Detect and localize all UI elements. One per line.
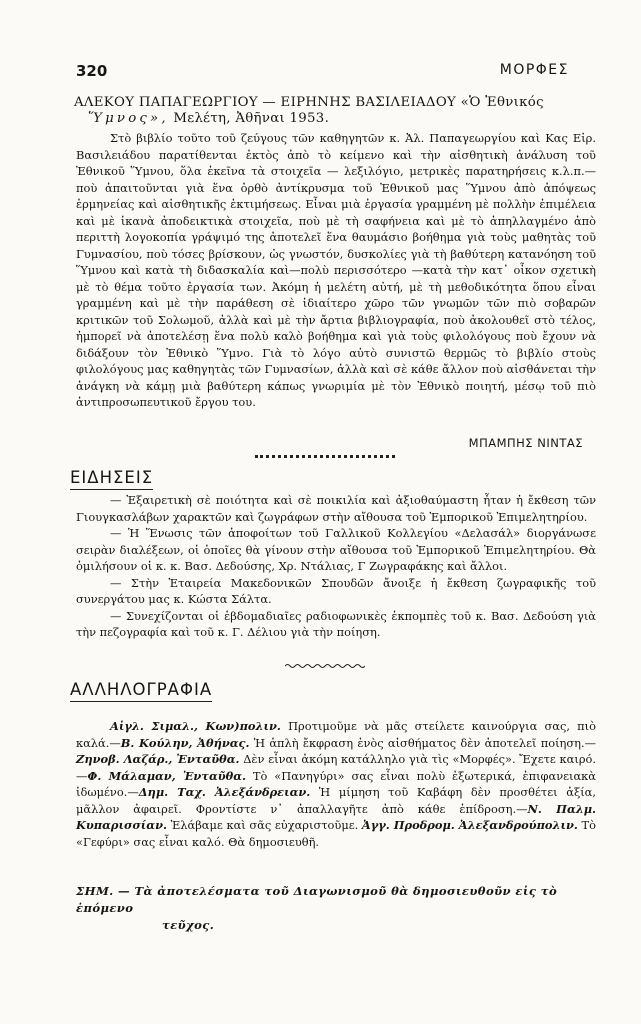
review-heading — [74, 95, 599, 127]
reply-text: Ἐλάβαμε καὶ σᾶς εὐχαριστοῦμε. — [166, 818, 362, 832]
reply-text: Ἡ ἁπλὴ ἔκφραση ἑνὸς αἰσθήματος δὲν ἀποτελεῖ ποίηση.— — [249, 735, 596, 750]
review-title-continuation — [74, 111, 599, 127]
recipient-name: Β. Κούλην, Ἀθήνας. — [120, 735, 250, 750]
news-section-title: ΕΙΔΗΣΕΙΣ — [70, 468, 153, 490]
note-line-2: τεῦχος. — [162, 918, 215, 932]
review-title-main: ΑΛΕΚΟΥ ΠΑΠΑΓΕΩΡΓΙΟΥ — ΕΙΡΗΝΗΣ ΒΑΣΙΛΕΙΑΔΟΥ «Ὁ Ἐθνικός — [74, 95, 544, 110]
page-number: 320 — [76, 62, 108, 80]
news-item: — Ἐξαιρετικὴ σὲ ποιότητα καὶ σὲ ποικιλία καὶ ἀξιοθαύμαστη ἦταν ἡ ἔκθεση τῶν Γιουγκασλάβων χαρακτῶν καὶ ζωγράφων στὴν αἴθουσα τοῦ Ἐμπορικοῦ Ἐπιμελητηρίου. — [76, 493, 596, 524]
correspondence-paragraph — [76, 718, 596, 850]
reply-text: Τὸ «Πανηγύρι» σας εἶναι πολὺ ἐξωτερικά, ἐπιφανειακὰ ἰδωμένο.— — [76, 768, 596, 799]
news-list — [76, 492, 596, 641]
page-header — [76, 62, 569, 82]
dotted-separator — [255, 455, 395, 458]
recipient-name: Αἰγλ. Σιμαλ., Κων)πολιν. — [110, 719, 281, 733]
reply-text: Προτιμοῦμε νὰ μᾶς στείλετε καινούργια σας, πιὸ καλά.— — [76, 719, 596, 750]
review-title-details: Μελέτη, Ἀθῆναι 1953. — [168, 111, 330, 126]
review-signature: ΜΠΑΜΠΗΣ ΝΙΝΤΑΣ — [468, 436, 583, 450]
recipient-name: Φ. Μάλαμαν, Ἐνταῦθα. — [87, 768, 246, 783]
note-line-1: ΣΗΜ. — Τὰ ἀποτελέσματα τοῦ Διαγωνισμοῦ θὰ δημοσιευθοῦν εἰς τὸ ἑπόμενο — [76, 884, 558, 915]
correspondence-section-title: ΑΛΛΗΛΟΓΡΑΦΙΑ — [70, 680, 212, 702]
review-paragraph: Στὸ βιβλίο τοῦτο τοῦ ζεύγους τῶν καθηγητῶν κ. Ἀλ. Παπαγεωργίου καὶ Κας Εἰρ. Βασιλειάδου παρατίθενται ἐκτὸς ἀπὸ τὸ κείμενο καὶ τὴν αἰσθητικὴ ἀνάλυση τοῦ Ἐθνικοῦ Ὕμνου, ὅλα ἐκεῖνα τὰ στοιχεῖα — λεξιλόγιο, μετρικὲς παρατηρήσεις κ.λ.π.— ποὺ ἀπαιτοῦνται γιὰ ἕνα ὀρθὸ ἀντίκρυσμα τοῦ Ἐθνικοῦ μας Ὕμνου ἀπὸ ἀπόψεως ἑρμηνείας καὶ αἰσθητικῆς ἐκτιμήσεως. Εἶναι μιὰ ἐργασία γραμμένη μὲ πολλὴν ἐπιμέλεια καὶ μὲ ἱκανὰ ἀποδεικτικὰ στοιχεῖα, ποὺ μὲ τὴ σαφήνεια καὶ μὲ τὸ ἀπηλλαγμένο ἀπὸ περιττὴ λογοκοπία γράψιμό της ἀποτελεῖ ἕνα θαυμάσιο βοήθημα γιὰ τοὺς μαθητὰς τοῦ Γυμνασίου, ποὺ τόσες βρίσκουν, ὡς γνωστόν, δυσκολίες γιὰ τὴ βαθύτερη κατανόηση τοῦ Ὕμνου καὶ κατὰ τὴ διδασκαλία καὶ—πολὺ περισσότερο —κατὰ τὴν κατ᾿ οἶκον σχετικὴ μὲ τὸ θέμα τοῦτο ἐργασία των. Ἀκόμη ἡ μελέτη αὐτή, μὲ τὴ μεθοδικότητα ὅπου εἶναι γραμμένη καὶ μὲ τὴν παράθεση σὲ ἰδιαίτερο χῶρο τῶν γνωμῶν τῶν πιὸ σοβαρῶν κριτικῶν τοῦ Σολωμοῦ, ἀλλὰ καὶ μὲ τὴν ἄρτια βιβλιογραφία, ποὺ ἀκολουθεῖ στὸ τέλος, ἠμπορεῖ νὰ ἀποτελέσῃ ἕνα πολὺ καλὸ βοήθημα καὶ γιὰ τοὺς φιλολόγους ποὺ ἔχουν νὰ διδάξουν τὸν Ἐθνικὸ Ὕμνο. Γιὰ τὸ λόγο αὐτὸ συνιστῶ θερμῶς τὸ βιβλίο στοὺς φιλολόγους μας καθηγητὰς τῶν Γυμνασίων, ἀλλὰ καὶ σὲ κάθε ἄλλον ποὺ αἰσθάνεται τὴν ἀνάγκη νὰ κάμῃ μιὰ βαθύτερη κάπως γνωριμία μὲ τὸν Ἐθνικὸ ποιητή, μέσῳ τοῦ πιὸ ἀντιπροσωπευτικοῦ ἔργου του. — [76, 131, 596, 409]
magazine-name: ΜΟΡΦΕΣ — [499, 62, 569, 78]
correspondence-text — [76, 718, 596, 850]
wavy-divider — [285, 662, 365, 670]
news-item: — Ἡ Ἕνωσις τῶν ἀποφοίτων τοῦ Γαλλικοῦ Κολλεγίου «Δελασάλ» διοργάνωσε σειρὰν διαλέξεων, οἱ ὁποῖες θὰ γίνουν στὴν αἴθουσα τοῦ Ἐμπορικοῦ Ἐπιμελητηρίου. Θὰ ὁμιλήσουν οἱ κ. κ. Βασ. Δεδούσης, Χρ. Ντάλιας, Γ Ζωγραφάκης καὶ ἄλλοι. — [76, 526, 596, 573]
reply-text: Ἡ μίμηση τοῦ Καβάφη δὲν προσθέτει ἀξία, μᾶλλον ἀφαιρεῖ. Φροντίστε ν᾿ ἀπαλλαγῆτε ἀπὸ κάθε ἐπίδροση.— — [76, 785, 596, 816]
editorial-note — [76, 883, 594, 934]
reply-text: Τὸ «Γεφύρι» σας εἶναι καλό. Θὰ δημοσιευθῆ. — [76, 818, 596, 849]
recipient-name: Ν. Παλμ. Κυπαρισσίαν. — [76, 801, 596, 832]
review-title-spaced: Ὕμνος», — [88, 111, 169, 126]
news-item: — Στὴν Ἑταιρεία Μακεδονικῶν Σπουδῶν ἄνοιξε ἡ ἔκθεση ζωγραφικῆς τοῦ συνεργάτου μας κ. Κώστα Σάλτα. — [76, 575, 596, 606]
recipient-name: Δημ. Ταχ. Ἀλεξάνδρειαν. — [138, 785, 311, 799]
recipient-name: Ἀγγ. Προδρομ. Ἀλεξανδρούπολιν. — [361, 818, 578, 832]
recipient-name: Ζηνοβ. Λαζάρ., Ἐνταῦθα. — [76, 752, 240, 766]
reply-text: Δὲν εἶναι ἀκόμη κατάλληλο γιὰ τὶς «Μορφές». Ἔχετε καιρό.— — [76, 752, 596, 783]
news-item: — Συνεχίζονται οἱ ἑβδομαδιαῖες ραδιοφωνικὲς ἐκπομπὲς τοῦ κ. Βασ. Δεδούση γιὰ τὴν πεζογραφία καὶ τοῦ κ. Γ. Δέλιου γιὰ τὴν ποίηση. — [76, 608, 596, 639]
